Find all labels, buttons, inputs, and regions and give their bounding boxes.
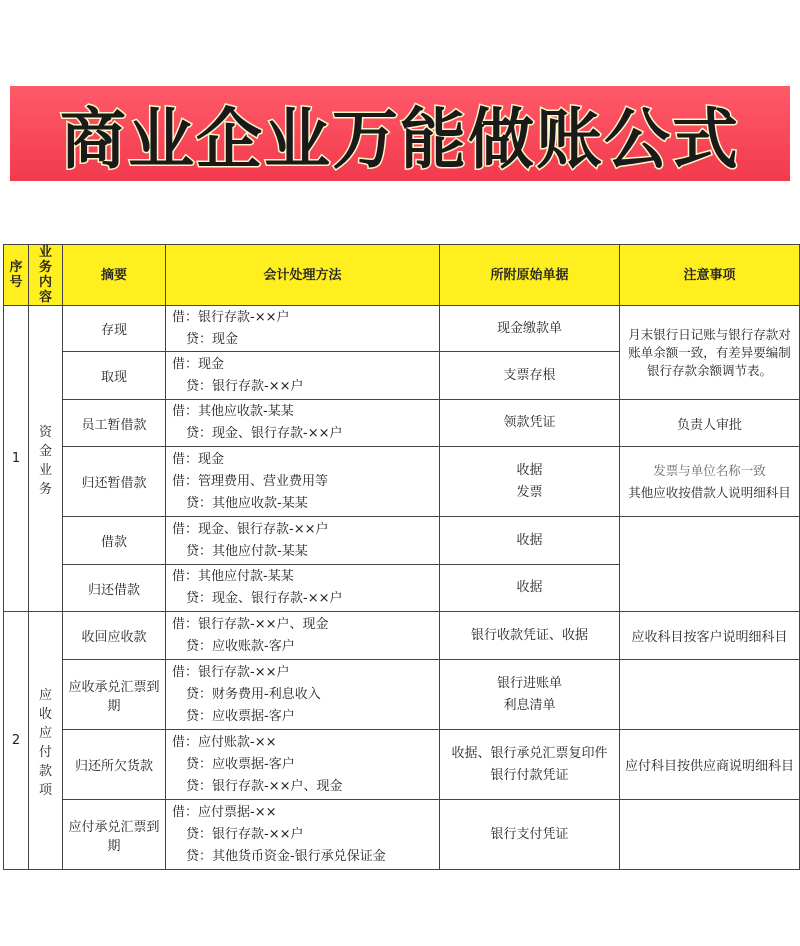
note-cell: 应收科目按客户说明细科目 [620,612,800,660]
doc-line: 领款凭证 [503,415,556,430]
entry-line: 贷：现金、银行存款-××户 [186,591,343,606]
note-cell: 负责人审批 [620,400,800,447]
entry-line: 贷：应收票据-客户 [186,708,295,724]
docs-cell [440,306,620,352]
table-row [4,800,800,870]
doc-line: 收据 [516,580,543,595]
entry-line: 贷：现金 [186,331,239,347]
doc-line: 发票 [516,484,543,500]
docs-cell [440,447,620,517]
table-row [4,400,800,447]
entry-cell [166,565,440,612]
doc-line: 银行进账单 [496,675,562,691]
note-cell [620,447,800,517]
table-row [4,730,800,800]
summary-cell: 取现 [63,352,166,400]
docs-cell [440,517,620,565]
entry-line: 借：现金 [172,451,225,467]
summary-cell: 应收承兑汇票到期 [63,660,166,730]
docs-cell [440,352,620,400]
table-row [4,660,800,730]
seq-cell: 2 [4,612,29,870]
header-method: 会计处理方法 [166,245,440,306]
docs-cell [440,612,620,660]
table-row [4,517,800,565]
entry-line: 贷：应收账款-客户 [186,638,295,654]
note-cell-empty [620,800,800,870]
table-row [4,447,800,517]
doc-line: 现金缴款单 [496,320,562,336]
doc-line: 收据 [516,462,543,478]
doc-line: 利息清单 [503,697,556,713]
note-cell-empty [620,660,800,730]
entry-cell [166,800,440,870]
entry-line: 借：应付票据-×× [172,804,277,820]
docs-cell [440,400,620,447]
entry-cell [166,730,440,800]
accounting-table [3,244,800,870]
summary-cell: 归还借款 [63,565,166,612]
entry-line: 贷：其他应付款-某某 [186,543,308,559]
docs-cell [440,660,620,730]
entry-cell [166,306,440,352]
entry-cell [166,612,440,660]
header-docs: 所附原始单据 [440,245,620,306]
note-cell-empty [620,517,800,612]
entry-cell [166,352,440,400]
summary-cell: 借款 [63,517,166,565]
entry-line: 借：管理费用、营业费用等 [172,473,329,489]
doc-line: 支票存根 [503,367,556,383]
biz-cell: 应收应付款项 [29,612,63,870]
header-notes: 注意事项 [620,245,800,306]
entry-line: 贷：现金、银行存款-××户 [186,426,343,441]
doc-line: 收据 [516,532,543,548]
page-title: 商业企业万能做账公式 [60,101,740,178]
entry-cell [166,400,440,447]
summary-cell: 归还暂借款 [63,447,166,517]
biz-cell: 资金业务 [29,306,63,612]
entry-line: 借：其他应收款-某某 [172,404,294,419]
table-row [4,612,800,660]
header-seq: 序号 [4,245,29,306]
seq-cell: 1 [4,306,29,612]
entry-line: 贷：财务费用-利息收入 [186,686,321,702]
entry-line: 贷：应收票据-客户 [186,756,295,772]
entry-line: 借：银行存款-××户、现金 [172,616,329,632]
entry-line: 贷：银行存款-××户 [186,826,304,842]
entry-line: 贷：银行存款-××户 [186,378,304,394]
docs-cell [440,730,620,800]
note-line: 发票与单位名称一致 [653,462,766,478]
entry-line: 借：银行存款-××户 [172,664,290,680]
entry-line: 贷：其他应收款-某某 [186,495,308,511]
header-biz: 业务内容 [29,245,63,306]
header-summary: 摘要 [63,245,166,306]
summary-cell: 应付承兑汇票到期 [63,800,166,870]
summary-cell: 存现 [63,306,166,352]
header-row [4,245,800,306]
title-banner [10,86,790,181]
entry-line: 借：应付账款-×× [172,734,277,750]
entry-cell [166,447,440,517]
entry-line: 借：其他应付款-某某 [172,569,294,584]
note-cell: 月末银行日记账与银行存款对账单余额一致，有差异要编制银行存款余额调节表。 [620,306,800,400]
entry-line: 借：现金 [172,356,225,372]
entry-line: 贷：其他货币资金-银行承兑保证金 [186,848,386,864]
doc-line: 银行收款凭证、收据 [470,627,588,643]
docs-cell [440,800,620,870]
entry-cell [166,517,440,565]
note-cell: 应付科目按供应商说明细科目 [620,730,800,800]
doc-line: 银行付款凭证 [490,767,569,783]
doc-line: 收据、银行承兑汇票复印件 [451,745,608,761]
summary-cell: 收回应收款 [63,612,166,660]
doc-line: 银行支付凭证 [490,826,569,842]
summary-cell: 归还所欠货款 [63,730,166,800]
summary-cell: 员工暂借款 [63,400,166,447]
entry-line: 借：现金、银行存款-××户 [172,521,329,537]
table-row [4,306,800,352]
docs-cell [440,565,620,612]
entry-line: 贷：银行存款-××户、现金 [186,778,343,794]
note-line: 其他应收按借款人说明细科目 [628,484,791,500]
entry-cell [166,660,440,730]
entry-line: 借：银行存款-××户 [172,309,290,325]
